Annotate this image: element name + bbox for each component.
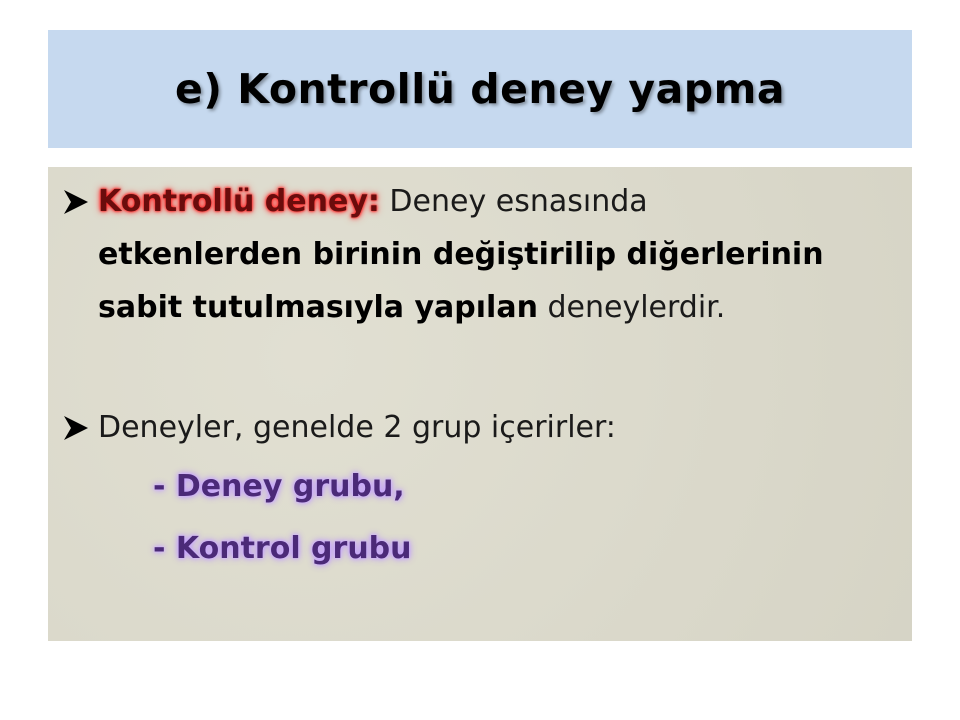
- definition-text-1: Deney esnasında: [379, 184, 648, 219]
- arrow-bullet-icon: [58, 175, 94, 228]
- definition-text-4: deneylerdir.: [537, 290, 726, 325]
- bullet-line-3: [58, 281, 898, 334]
- bullet-groups: [58, 401, 898, 454]
- bullet-line-1: [58, 175, 898, 228]
- definition-text-2: etkenlerden birinin değiştirilip diğerlerinin: [98, 237, 824, 272]
- experiment-group-item: - Deney grubu,: [153, 469, 405, 504]
- bullet-controlled-experiment: [58, 175, 898, 334]
- control-group-item: - Kontrol grubu: [153, 531, 412, 566]
- content-area: [48, 167, 912, 641]
- arrow-bullet-icon: [58, 401, 94, 454]
- slide-title: e) Kontrollü deney yapma: [174, 65, 786, 113]
- definition-text-3: sabit tutulmasıyla yapılan: [98, 290, 538, 325]
- definition-term: Kontrollü deney:: [98, 184, 380, 219]
- groups-intro-text: Deneyler, genelde 2 grup içerirler:: [98, 410, 616, 445]
- title-bar: [48, 30, 912, 148]
